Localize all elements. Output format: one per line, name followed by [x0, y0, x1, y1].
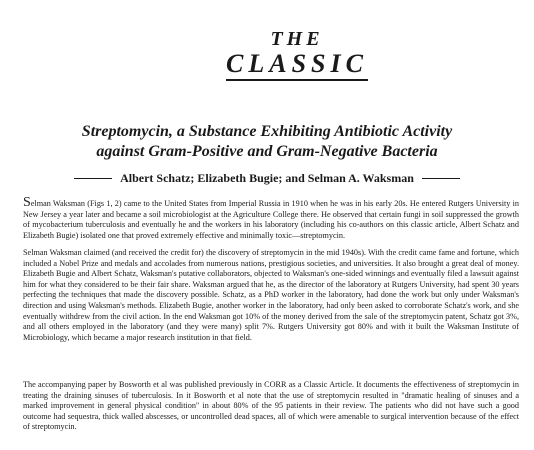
- paragraph-intro-text: elman Waksman (Figs 1, 2) came to the United States from Imperial Russia in 1910 when he was in his early 20s. He entered Rutgers University in New Jersey a year later and became a soil microbiologist at the Agriculture College there. He observed that certain fungi in soil suppressed the growth of mycobacterium tuberculosis and eventually he and the workers in his laboratory (including his co-authors on this classic article, Albert Schatz and Elizabeth Bugie) isolated one that proved extremely effective and minimally toxic—streptomycin.: [23, 199, 519, 240]
- author-byline: [30, 171, 504, 186]
- author-names: Albert Schatz; Elizabeth Bugie; and Selman A. Waksman: [120, 171, 414, 185]
- byline-rule-left: [74, 178, 112, 179]
- article-title: [20, 122, 514, 162]
- byline-rule-right: [422, 178, 460, 179]
- drop-cap: S: [23, 195, 31, 210]
- series-label-the: THE: [270, 28, 324, 50]
- series-label-classic: CLASSIC: [226, 50, 368, 81]
- paragraph-accompanying: The accompanying paper by Bosworth et al was published previously in CORR as a Classic Article. It documents the effectiveness of streptomycin in treating the draining sinuses of tuberculosis. In it Bosworth et al note that the use of streptomycin resulted in "dramatic healing of sinuses and a marked improvement in general physical condition" in about 80% of the 95 patients in their review. The patients who did not have such a good outcome had sequestra, thick walled abscesses, or uncontrolled dead spaces, all of which were amenable to surgical intervention because of the effect of streptomycin.: [23, 380, 519, 432]
- article-title-line-1: Streptomycin, a Substance Exhibiting Antibiotic Activity: [81, 123, 453, 140]
- article-title-line-2: against Gram-Positive and Gram-Negative Bacteria: [96, 143, 438, 160]
- paragraph-intro: [23, 195, 519, 241]
- paragraph-credit: Selman Waksman claimed (and received the credit for) the discovery of streptomycin in the mid 1940s). With the credit came fame and fortune, which included a Nobel Prize and medals and accolades from numerous nations, prestigious societies, and universities. It also brought a great deal of money. Elizabeth Bugie and Albert Schatz, Waksman's putative collaborators, objected to Waksman's one-sided winnings and eventually filed a lawsuit against him for what they considered to be their fair share. Waksman argued that he, as the director of the laboratory at Rutgers University, had spent 30 years perfecting the techniques that made the discovery possible. Schatz, as a PhD worker in the laboratory, had done the work but only under Waksman's direction and using Waksman's methods. Elizabeth Bugie, another worker in the laboratory, had only been asked to corroborate Schatz's work, and she eventually withdrew from the civil action. In the end Waksman got 10% of the money derived from the sale of the streptomycin patent, Schatz got 3%, and all others employed in the laboratory (and they were many) split 7%. Rutgers University got 80% and with it built the Waksman Institute of Microbiology, which became a major research institution in that field.: [23, 248, 519, 342]
- series-header: [0, 28, 534, 81]
